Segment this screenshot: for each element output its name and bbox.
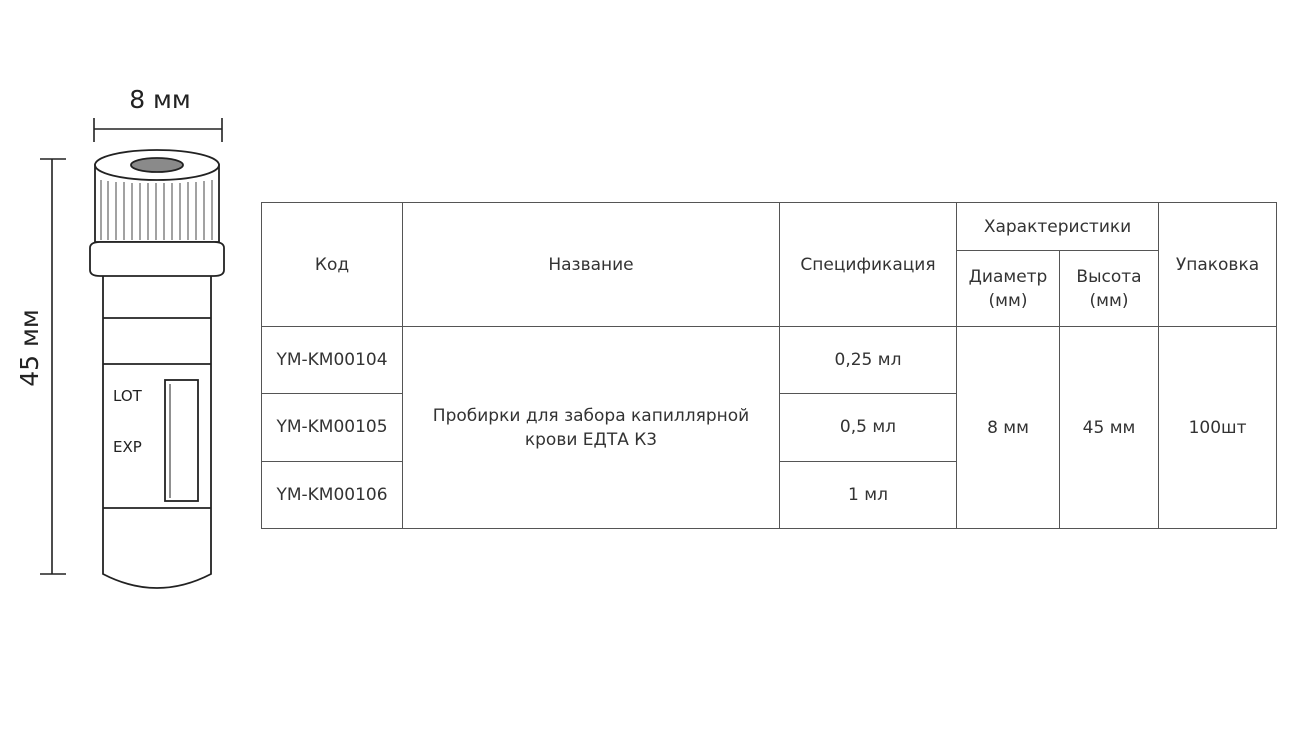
header-diameter: Диаметр (мм): [957, 251, 1060, 327]
cap-center-hole: [131, 158, 183, 172]
width-dimension-line: [94, 118, 222, 142]
label-lot: LOT: [113, 387, 142, 405]
cell-code: YM-KM00106: [262, 461, 403, 528]
tube: [103, 276, 211, 588]
label-exp: EXP: [113, 438, 142, 456]
height-dimension-label: 45 мм: [15, 309, 44, 387]
tube-cap: [90, 150, 224, 276]
cell-code: YM-KM00104: [262, 327, 403, 394]
header-name: Название: [403, 203, 780, 327]
width-dimension-label: 8 мм: [129, 85, 191, 114]
spec-table: [261, 202, 1277, 529]
cell-spec: 0,5 мл: [780, 394, 957, 461]
cell-packaging: 100шт: [1159, 327, 1277, 529]
header-characteristics: Характеристики: [957, 203, 1159, 251]
cap-flange: [90, 242, 224, 276]
cell-name: Пробирки для забора капиллярной крови ЕДТА К3: [403, 327, 780, 529]
cell-height: 45 мм: [1060, 327, 1159, 529]
tube-drawing: [0, 0, 260, 731]
cell-spec: 1 мл: [780, 461, 957, 528]
cell-diameter: 8 мм: [957, 327, 1060, 529]
header-spec: Спецификация: [780, 203, 957, 327]
header-row: [262, 203, 1277, 251]
header-height: Высота (мм): [1060, 251, 1159, 327]
header-packaging: Упаковка: [1159, 203, 1277, 327]
header-code: Код: [262, 203, 403, 327]
cell-spec: 0,25 мл: [780, 327, 957, 394]
tube-body-outline: [103, 276, 211, 588]
cell-code: YM-KM00105: [262, 394, 403, 461]
table-row: [262, 327, 1277, 394]
